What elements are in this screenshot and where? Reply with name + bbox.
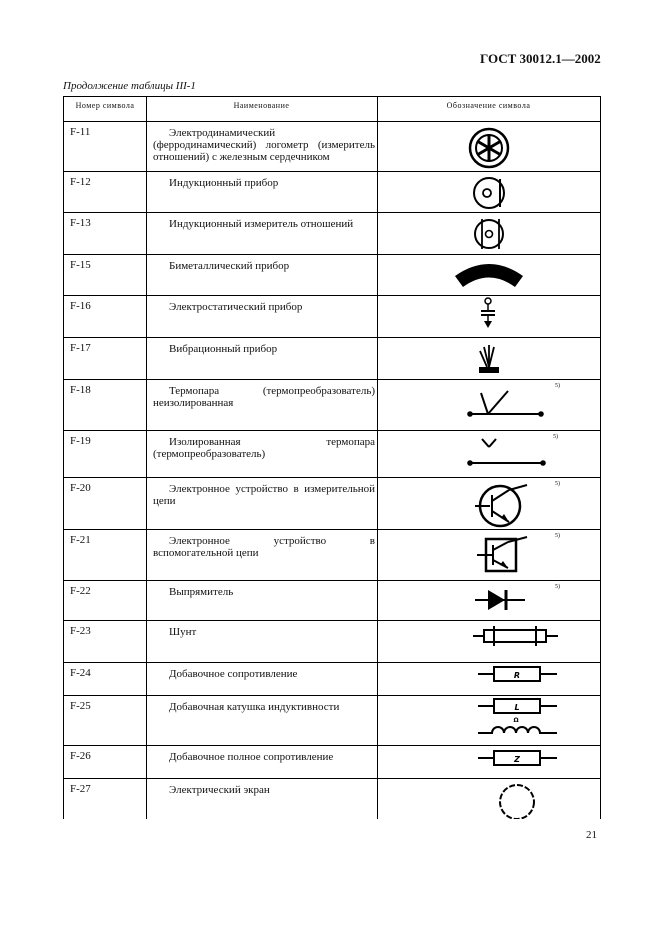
- symbol-cell: [377, 121, 600, 171]
- document-code: ГОСТ 30012.1—2002: [480, 51, 601, 66]
- table-row: [64, 529, 600, 580]
- symbol-cell: [377, 379, 600, 430]
- symbol-cell: [377, 620, 600, 662]
- symbol-name: Изолированная термопара (термопреобразователь): [153, 436, 375, 460]
- symbol-number: F-17: [70, 342, 91, 354]
- symbol-cell: [377, 580, 600, 620]
- symbol-name: Термопара (термопреобразователь) неизолированная: [153, 385, 375, 409]
- footnote-mark: 5): [553, 434, 558, 440]
- symbol-name: Добавочное полное сопротивление: [169, 751, 334, 763]
- table-row: [64, 477, 600, 529]
- table-row: [64, 295, 600, 337]
- symbol-name: Вибрационный прибор: [169, 343, 278, 355]
- footnote-mark: 5): [555, 584, 560, 590]
- impedance-label: Z: [514, 755, 520, 764]
- induction-ratiometer-icon: [377, 212, 600, 254]
- symbol-number: F-11: [70, 126, 91, 138]
- table-row: [64, 430, 600, 477]
- footnote-mark: 5): [555, 481, 560, 487]
- thermocouple-icon: [377, 379, 600, 430]
- electronic-auxiliary-icon: [377, 529, 600, 580]
- symbol-number: F-23: [70, 625, 91, 637]
- electrodynamic-ratiometer-icon: [377, 121, 600, 171]
- symbol-name: Электрический экран: [169, 784, 270, 796]
- table-row: [64, 121, 600, 171]
- table-row: [64, 620, 600, 662]
- symbol-cell: [377, 477, 600, 529]
- electronic-measuring-icon: [377, 477, 600, 529]
- series-impedance-icon: [377, 745, 600, 778]
- symbol-number: F-15: [70, 259, 91, 271]
- symbol-name: Электронное устройство в вспомогательной цепи: [153, 535, 375, 559]
- induction-instrument-icon: [377, 171, 600, 212]
- column-header-number: Номер символа: [75, 101, 135, 110]
- page-number: 21: [586, 829, 597, 841]
- symbol-cell: [377, 212, 600, 254]
- inductor-sublabel: Ω: [513, 717, 519, 724]
- table-row: [64, 212, 600, 254]
- symbol-cell: [377, 662, 600, 695]
- table-row: [64, 745, 600, 778]
- symbol-cell: [377, 745, 600, 778]
- symbol-number: F-25: [70, 700, 91, 712]
- symbol-cell: [377, 529, 600, 580]
- symbol-number: F-18: [70, 384, 91, 396]
- electric-screen-icon: [377, 778, 600, 819]
- symbol-number: F-13: [70, 217, 91, 229]
- series-resistor-icon: [377, 662, 600, 695]
- table-row: [64, 254, 600, 295]
- column-header-symbol: Обозначение символа: [446, 101, 531, 110]
- symbol-number: F-22: [70, 585, 91, 597]
- symbol-name: Добавочная катушка индуктивности: [169, 701, 340, 713]
- symbol-cell: [377, 295, 600, 337]
- inductor-label: L: [514, 703, 520, 712]
- symbol-name: Шунт: [169, 626, 197, 638]
- symbol-cell: [377, 254, 600, 295]
- symbol-name: Электронное устройство в измерительной цепи: [153, 483, 375, 507]
- symbol-name: Индукционный измеритель отношений: [169, 218, 354, 230]
- vibration-instrument-icon: [377, 337, 600, 379]
- symbol-number: F-27: [70, 783, 91, 795]
- symbol-cell: [377, 171, 600, 212]
- symbol-name: Добавочное сопротивление: [169, 668, 298, 680]
- footnote-mark: 5): [555, 533, 560, 539]
- insulated-thermocouple-icon: [377, 430, 600, 477]
- symbol-number: F-19: [70, 435, 91, 447]
- symbol-name: Электростатический прибор: [169, 301, 303, 313]
- series-inductor-icon: [377, 695, 600, 745]
- table-caption: Продолжение таблицы III-1: [63, 80, 196, 92]
- symbol-name: Индукционный прибор: [169, 177, 279, 189]
- symbol-cell: [377, 430, 600, 477]
- table-row: [64, 778, 600, 819]
- resistor-label: R: [513, 671, 521, 680]
- symbol-cell: [377, 695, 600, 745]
- symbols-table: [63, 96, 601, 819]
- bimetallic-instrument-icon: [377, 254, 600, 295]
- symbol-name: Выпрямитель: [169, 586, 234, 598]
- symbol-number: F-16: [70, 300, 91, 312]
- footnote-mark: 5): [555, 383, 560, 389]
- shunt-icon: [377, 620, 600, 662]
- symbol-number: F-26: [70, 750, 91, 762]
- table-row: [64, 379, 600, 430]
- symbol-name: Электродинамический (ферродинамический) логометр (измеритель отношений) с железным сердечником: [153, 127, 375, 163]
- table-row: [64, 695, 600, 745]
- table-row: [64, 171, 600, 212]
- rectifier-icon: [377, 580, 600, 620]
- table-row: [64, 580, 600, 620]
- symbol-name: Биметаллический прибор: [169, 260, 290, 272]
- column-header-name: Наименование: [233, 101, 290, 110]
- table-row: [64, 337, 600, 379]
- symbol-cell: [377, 778, 600, 819]
- symbol-number: F-12: [70, 176, 91, 188]
- symbol-number: F-21: [70, 534, 91, 546]
- symbol-number: F-20: [70, 482, 91, 494]
- symbol-number: F-24: [70, 667, 91, 679]
- symbol-cell: [377, 337, 600, 379]
- table-row: [64, 662, 600, 695]
- electrostatic-instrument-icon: [377, 295, 600, 337]
